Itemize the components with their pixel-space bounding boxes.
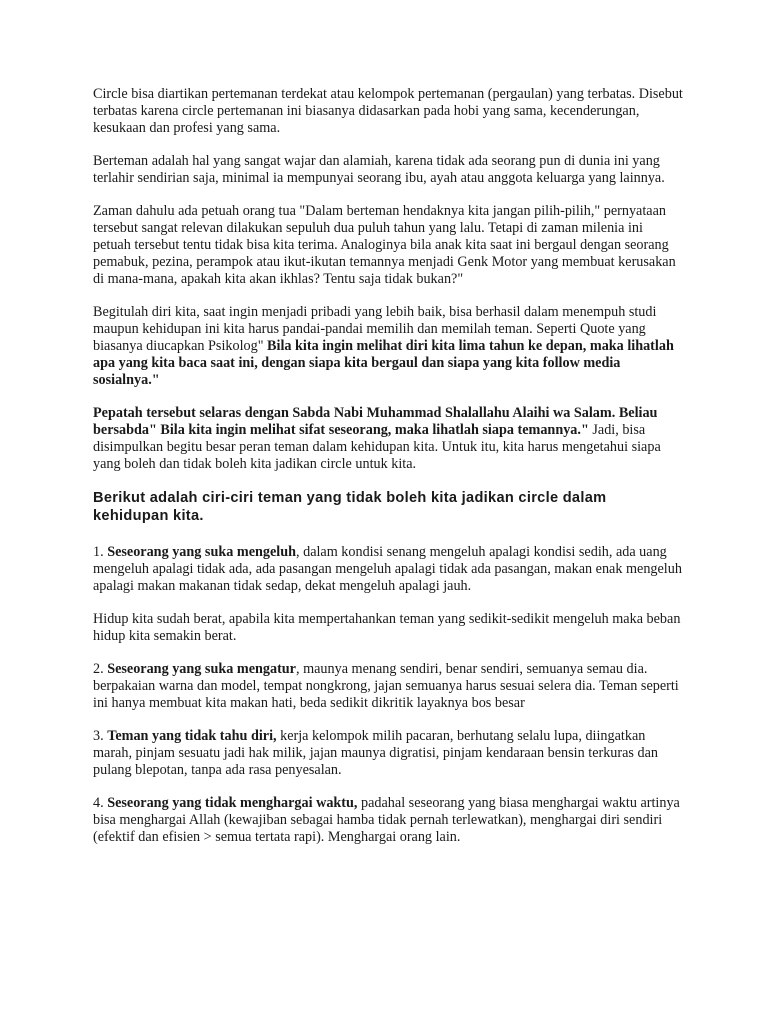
paragraph-hadith [93, 405, 683, 473]
list-item-title: Seseorang yang suka mengeluh [107, 544, 296, 560]
hadith-bold-text: Pepatah tersebut selaras dengan Sabda Nabi Muhammad Shalallahu Alaihi wa Salam. Beliau bersabda" Bila kita ingin melihat sifat seseorang, maka lihatlah siapa temannya." [93, 405, 658, 438]
list-item-text: , dalam kondisi senang mengeluh apalagi kondisi sedih, ada uang mengeluh apalagi tidak ada, ada pasangan mengeluh apalagi tidak ada pasangan, makan enak mengeluh apalagi makan makanan tidak sedap, dekat mengeluh apalagi jauh. [93, 544, 682, 594]
list-item-2 [93, 661, 683, 712]
paragraph-text: Hidup kita sudah berat, apabila kita mempertahankan teman yang sedikit-sedikit mengeluh maka beban hidup kita semakin berat. [93, 611, 681, 644]
list-item-title: Seseorang yang tidak menghargai waktu, [107, 795, 358, 811]
list-item-text: , maunya menang sendiri, benar sendiri, semuanya semau dia. berpakaian warna dan model, tempat nongkrong, jajan semuanya harus sesuai selera dia. Teman seperti ini hanya membuat kita makan hati, beda sedikit dikritik layaknya bos besar [93, 661, 679, 711]
paragraph-parents-advice [93, 203, 683, 288]
list-item-number: 1. [93, 544, 108, 560]
list-item-4 [93, 795, 683, 846]
paragraph-circle-definition [93, 86, 683, 137]
paragraph-text: Jadi, bisa disimpulkan begitu besar peran teman dalam kehidupan kita. Untuk itu, kita harus mengetahui siapa yang boleh dan tidak boleh kita jadikan circle untuk kita. [93, 422, 661, 472]
paragraph-text: Begitulah diri kita, saat ingin menjadi pribadi yang lebih baik, bisa berhasil dalam menempuh studi maupun kehidupan ini kita harus pandai-pandai memilih dan memilah teman. Seperti Quote yang biasanya diucapkan Psikolog" [93, 304, 657, 354]
paragraph-friendship-natural [93, 153, 683, 187]
document-page [93, 86, 683, 862]
paragraph-psychologist-quote [93, 304, 683, 389]
paragraph-complaining-note [93, 611, 683, 645]
list-item-text: padahal seseorang yang biasa menghargai waktu artinya bisa menghargai Allah (kewajiban sebagai hamba tidak pernah terlewatkan), menghargai diri sendiri (efektif dan efisien > semua tertata rapi). Menghargai orang lain. [93, 795, 680, 845]
list-item-1 [93, 544, 683, 595]
quote-bold-text: Bila kita ingin melihat diri kita lima tahun ke depan, maka lihatlah apa yang kita baca saat ini, dengan siapa kita bergaul dan siapa yang kita follow media sosialnya." [93, 338, 674, 388]
paragraph-text: Berteman adalah hal yang sangat wajar dan alamiah, karena tidak ada seorang pun di dunia ini yang terlahir sendirian saja, minimal ia mempunyai seorang ibu, ayah atau anggota keluarga yang lainnya. [93, 153, 665, 186]
paragraph-text: Circle bisa diartikan pertemanan terdekat atau kelompok pertemanan (pergaulan) yang terbatas. Disebut terbatas karena circle pertemanan ini biasanya didasarkan pada hobi yang sama, kecenderungan, kesukaan dan profesi yang sama. [93, 86, 683, 136]
list-item-number: 2. [93, 661, 108, 677]
section-heading: Berikut adalah ciri-ciri teman yang tidak boleh kita jadikan circle dalam kehidupan kita. [93, 490, 607, 524]
list-item-title: Teman yang tidak tahu diri, [107, 728, 277, 744]
paragraph-text: Zaman dahulu ada petuah orang tua "Dalam berteman hendaknya kita jangan pilih-pilih," pernyataan tersebut sangat relevan dilakukan sepuluh dua puluh tahun yang lalu. Tetapi di zaman milenia ini petuah tersebut tentu tidak bisa kita terima. Analoginya bila anak kita saat ini bergaul dengan seorang pemabuk, pezina, perampok atau ikut-ikutan temannya menjadi Genk Motor yang membuat kerusakan di mana-mana, apakah kita akan ikhlas? Tentu saja tidak bukan?" [93, 203, 676, 287]
list-item-text: kerja kelompok milih pacaran, berhutang selalu lupa, diingatkan marah, pinjam sesuatu jadi hak milik, jajan maunya digratisi, pinjam kendaraan bensin terkuras dan pulang blepotan, tanpa ada rasa penyesalan. [93, 728, 658, 778]
list-item-3 [93, 728, 683, 779]
list-item-number: 3. [93, 728, 108, 744]
list-item-number: 4. [93, 795, 108, 811]
list-item-title: Seseorang yang suka mengatur [107, 661, 296, 677]
